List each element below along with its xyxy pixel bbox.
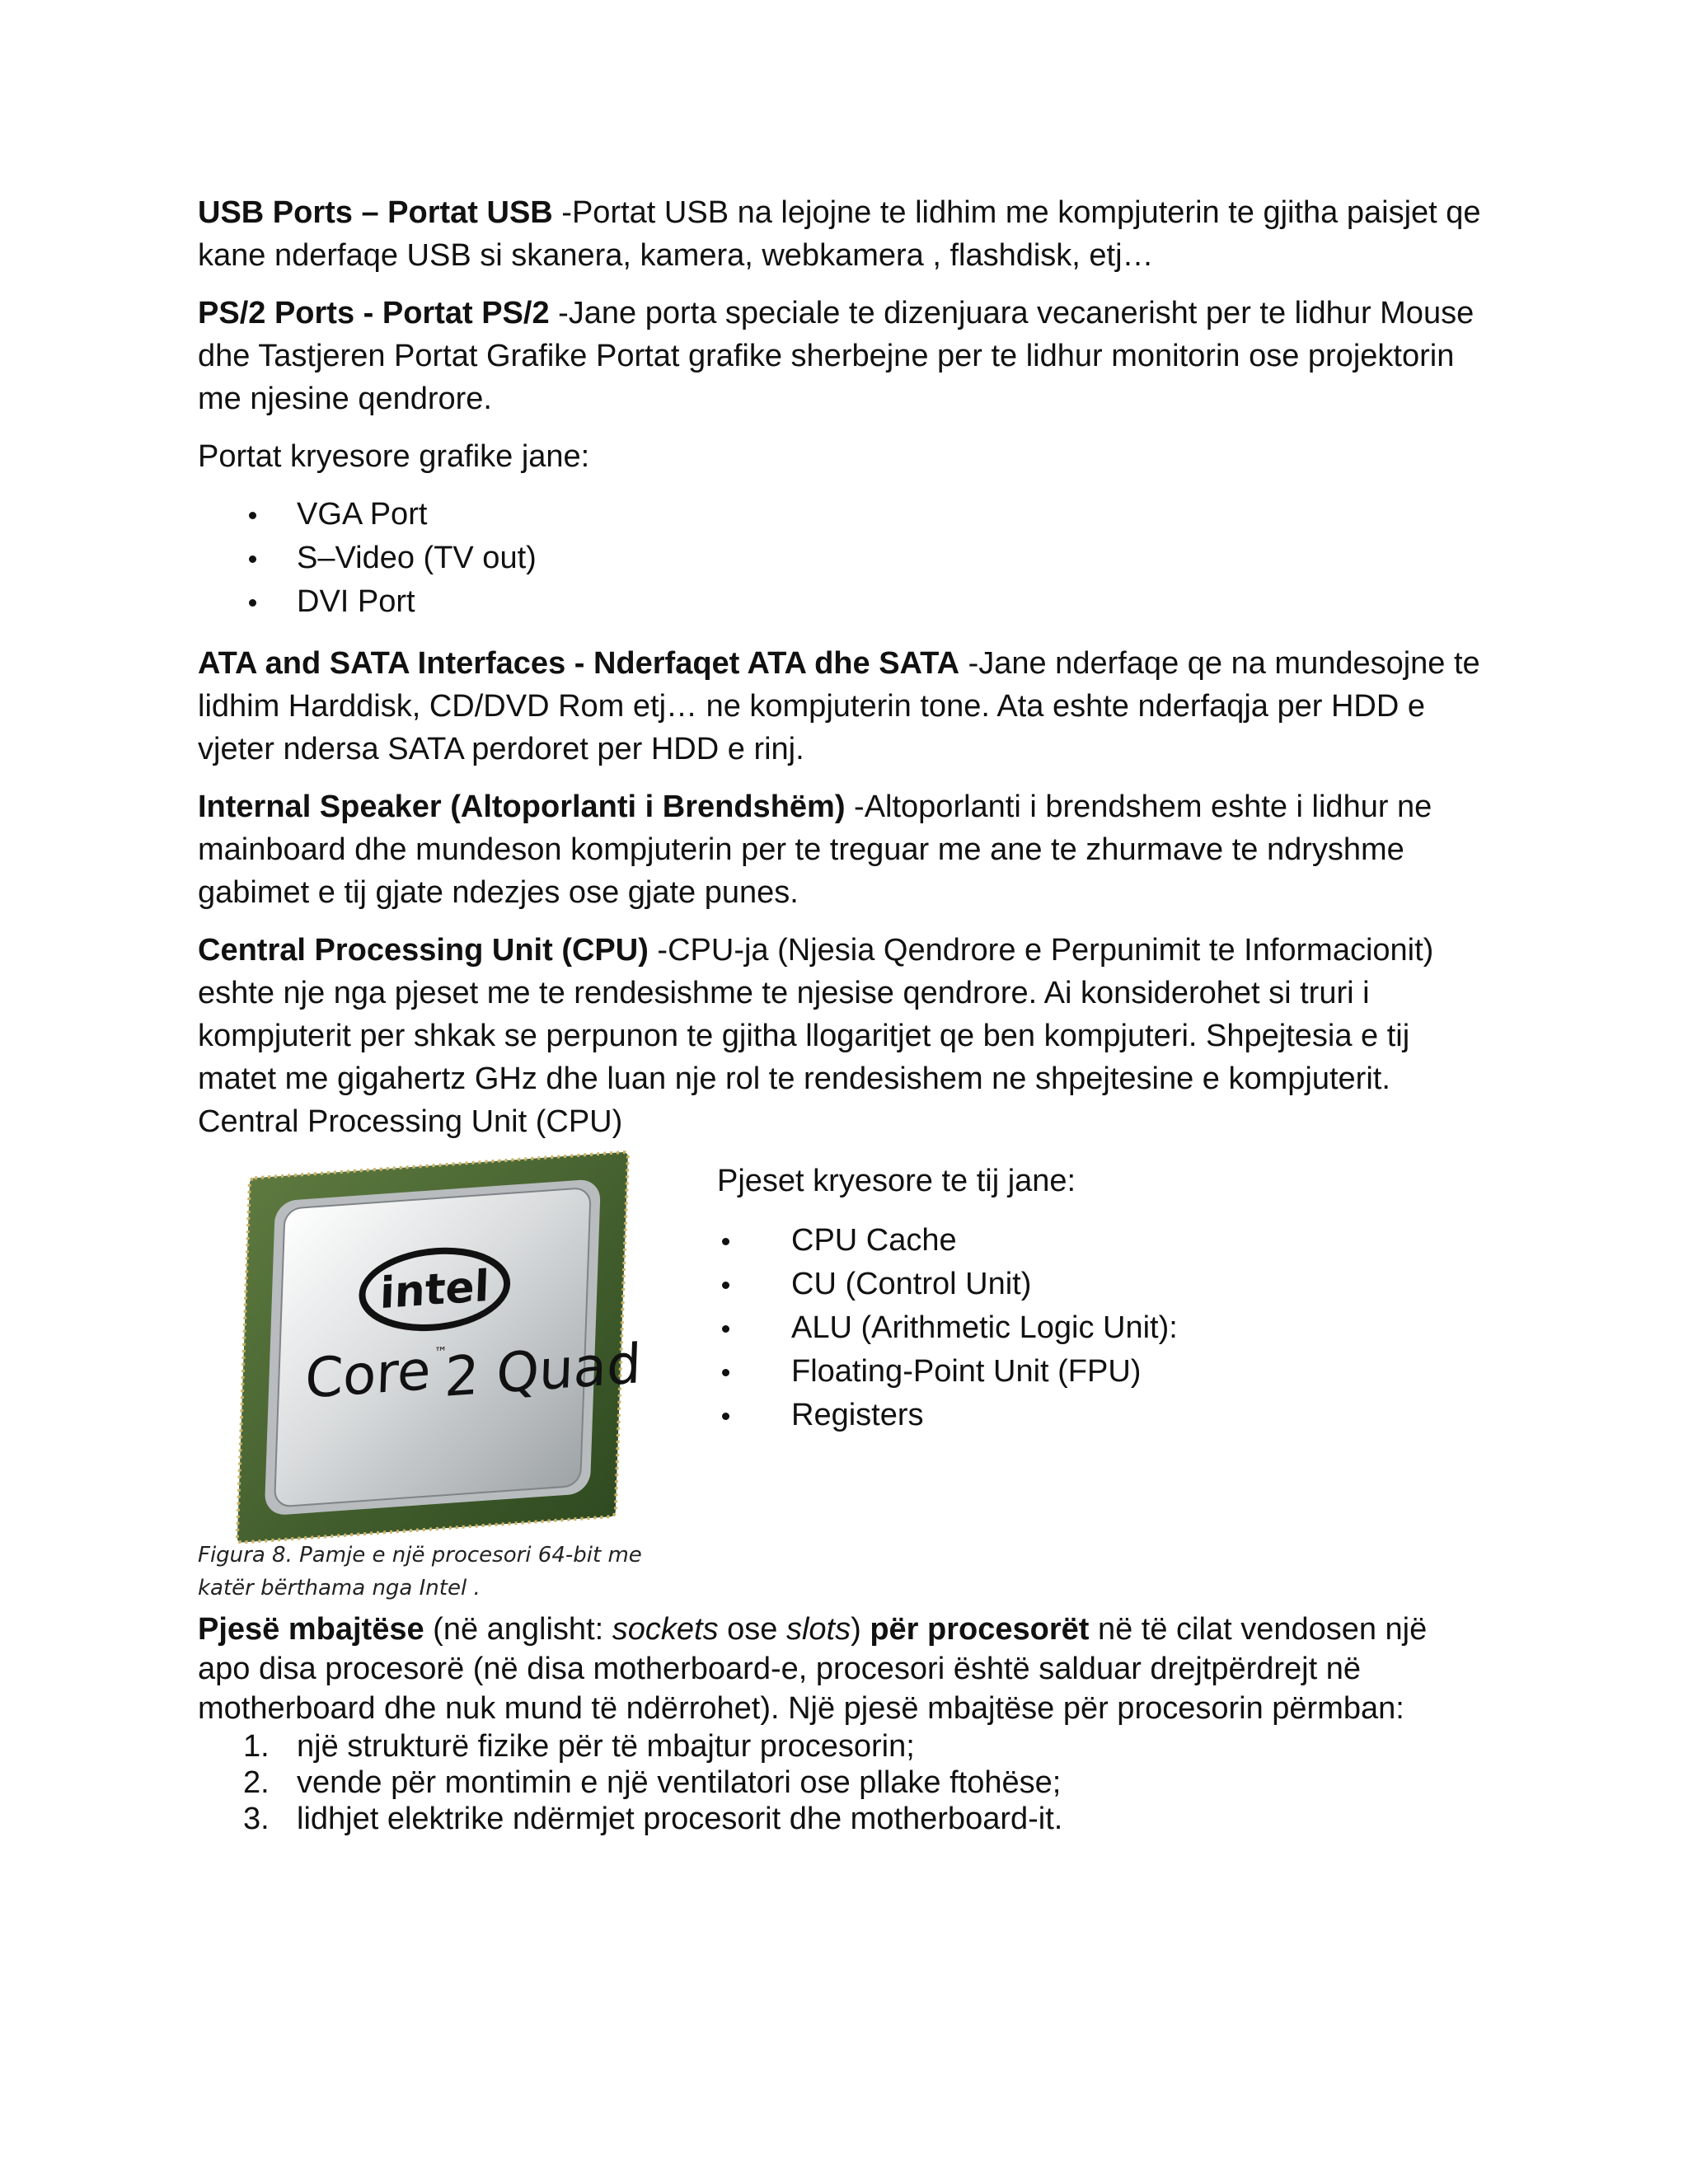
cpu-paragraph	[198, 929, 1484, 1143]
list-item	[198, 1765, 1484, 1801]
usb-heading: USB Ports – Portat USB	[198, 195, 553, 230]
list-item: CPU Cache	[717, 1219, 1484, 1263]
socket-paragraph	[198, 1610, 1484, 1728]
ata-text: -Jane nderfaqe qe na mundesojne te lidhim Harddisk, CD/DVD Rom etj… ne kompjuterin tone. Ata eshte nderfaqja per HDD e vjeter ndersa SATA perdoret per HDD e rinj.	[198, 646, 1480, 766]
list-item	[198, 1801, 1484, 1837]
cpu-chip-image	[223, 1148, 684, 1544]
usb-text: -Portat USB na lejojne te lidhim me kompjuterin te gjitha paisjet qe kane nderfaqe USB si skanera, kamera, webkamera , flashdisk, etj…	[198, 195, 1481, 273]
graphics-port-list	[198, 493, 1484, 624]
socket-text-part: )	[851, 1612, 870, 1647]
list-item: DVI Port	[198, 580, 1484, 624]
socket-bold-term: për procesorët	[870, 1612, 1090, 1647]
list-number: 2.	[243, 1765, 270, 1800]
list-item-text: një strukturë fizike për të mbajtur procesorin;	[297, 1729, 915, 1764]
ata-paragraph	[198, 642, 1484, 771]
cpu-parts-list	[717, 1219, 1484, 1437]
cpu-heading: Central Processing Unit (CPU)	[198, 933, 649, 968]
ps2-heading: PS/2 Ports - Portat PS/2	[198, 296, 550, 330]
ata-heading: ATA and SATA Interfaces - Nderfaqet ATA dhe SATA	[198, 646, 960, 681]
speaker-paragraph	[198, 785, 1484, 914]
chip-model-core: Core	[303, 1338, 432, 1411]
list-item: S–Video (TV out)	[198, 537, 1484, 580]
speaker-heading: Internal Speaker (Altoporlanti i Brendshëm)	[198, 790, 846, 824]
socket-text: në të cilat vendosen një apo disa procesorë (në disa motherboard-e, procesori është salduar drejtpërdrejt në motherboard dhe nuk mund të ndërrohet). Një pjesë mbajtëse për procesorin përmban:	[198, 1612, 1428, 1726]
speaker-text: -Altoporlanti i brendshem eshte i lidhur ne mainboard dhe mundeson kompjuterin per te treguar me ane te zhurmave te ndryshme gabimet e tij gjate ndezjes ose gjate punes.	[198, 790, 1432, 910]
graphics-intro: Portat kryesore grafike jane:	[198, 439, 590, 474]
intel-logo-text: intel	[378, 1261, 490, 1319]
socket-text-part: ose	[718, 1612, 786, 1647]
cpu-text: -CPU-ja (Njesia Qendrore e Perpunimit te Informacionit) eshte nje nga pjeset me te rendesishme te njesise qendrore. Ai konsiderohet si truri i kompjuterit per shkak se perpunon te gjitha llogaritjet qe ben kompjuteri. Shpejtesia e tij matet me gigahertz GHz dhe luan nje rol te rendesishem ne shpejtesine e kompjuterit. Central Processing Unit (CPU)	[198, 933, 1434, 1139]
usb-paragraph	[198, 191, 1484, 277]
list-item: VGA Port	[198, 493, 1484, 537]
list-item: Floating-Point Unit (FPU)	[717, 1350, 1484, 1394]
ps2-text: -Jane porta speciale te dizenjuara vecanerisht per te lidhur Mouse dhe Tastjeren Portat Grafike Portat grafike sherbejne per te lidhur monitorin ose projektorin me njesine qendrore.	[198, 296, 1475, 416]
cpu-parts-intro: Pjeset kryesore te tij jane:	[717, 1164, 1076, 1198]
socket-term-sockets: sockets	[612, 1612, 719, 1647]
list-item-text: lidhjet elektrike ndërmjet procesorit dhe motherboard-it.	[297, 1802, 1063, 1836]
cpu-section	[198, 1148, 1484, 1610]
list-item-text: vende për montimin e një ventilatori ose pllake ftohëse;	[297, 1765, 1062, 1800]
ps2-paragraph	[198, 292, 1484, 420]
chip-model-quad: 2 Quad	[443, 1332, 643, 1409]
list-item: ALU (Arithmetic Logic Unit):	[717, 1306, 1484, 1350]
cpu-parts-block	[717, 1160, 1484, 1437]
list-number: 1.	[243, 1729, 270, 1764]
socket-term-slots: slots	[785, 1612, 851, 1647]
chip-model-trademark: ™	[434, 1343, 448, 1361]
document-body	[198, 191, 1484, 1837]
socket-text-part: (në anglisht:	[424, 1612, 612, 1647]
socket-numbered-list	[198, 1728, 1484, 1837]
figure-caption: Figura 8. Pamje e një procesori 64-bit me katër bërthama nga Intel .	[198, 1543, 642, 1601]
list-item: Registers	[717, 1394, 1484, 1437]
list-item	[198, 1728, 1484, 1765]
socket-heading: Pjesë mbajtëse	[198, 1612, 424, 1647]
list-item: CU (Control Unit)	[717, 1263, 1484, 1306]
list-number: 3.	[243, 1802, 270, 1836]
